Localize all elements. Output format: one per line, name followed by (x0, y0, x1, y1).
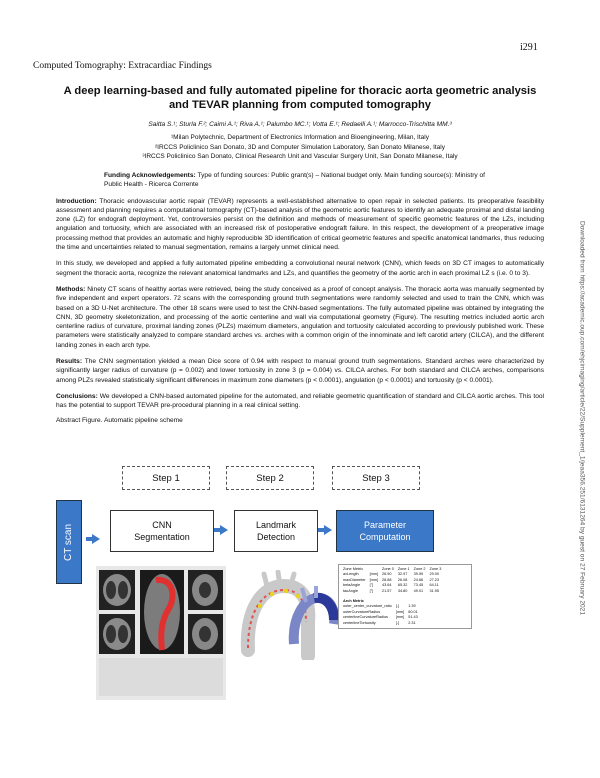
zone-table-header: Zone 3 (429, 567, 442, 571)
zone-metric-table-panel (338, 564, 472, 629)
funding-acknowledgements (104, 171, 496, 190)
zone-metric-value: 43.64 (382, 583, 392, 588)
zone-metric-value: 49.01 (413, 588, 424, 593)
zone-metric-table (341, 567, 443, 594)
zone-metric-value: 26.90 (382, 572, 392, 577)
zone-metric-value: 26.08 (397, 577, 408, 582)
affiliation-1: ¹Milan Polytechnic, Department of Electronics Information and Bioengineering, Milan, Italy (171, 134, 429, 141)
step-1-label: Step 1 (122, 466, 210, 490)
figure-caption: Abstract Figure. Automatic pipeline scheme (56, 416, 183, 424)
zone-table-header: Zone Metric (343, 567, 364, 571)
zone-metric-name: maxDiameter (343, 577, 366, 582)
results-label: Results: (56, 358, 83, 366)
zone-metric-value: 31.95 (429, 588, 440, 593)
zone-metric-unit: [mm] (369, 572, 379, 577)
section-header: Computed Tomography: Extracardiac Findings (33, 61, 212, 71)
conclusions-label: Conclusions: (56, 392, 98, 400)
zone-metric-value: 27.23 (429, 577, 440, 582)
zone-metric-value: 39.59 (413, 572, 424, 577)
introduction-paragraph (56, 197, 544, 253)
arrow-right-icon (220, 525, 228, 535)
arch-metric-name: centerlineCurvatureRadius (343, 615, 388, 620)
zone-metric-value: 21.57 (382, 588, 392, 593)
introduction-label: Introduction: (56, 197, 97, 205)
study-paragraph: In this study, we developed and applied a fully automated pipeline embedding a convolutional neural network (CNN), which feeds on 3D CT images to automatically segment the thoracic aorta, recognize the relevant anatomical landmarks and LZs, and quantifies the geometry of the aortic arch in each proximal LZ s (i.e. 0 to 3). (56, 260, 544, 277)
zone-metric-name: avLength (343, 572, 359, 577)
affiliation-2: ²IRCCS Policlinico San Donato, 3D and Computer Simulation Laboratory, San Donato Milanese, Italy (155, 143, 445, 151)
parameter-computation-box: Parameter Computation (336, 510, 434, 552)
zone-metric-value: 29.00 (429, 572, 440, 577)
funding-text: Type of funding sources: Public grant(s) – National budget only. Main funding source(s): Ministry of Public Health - Ricerca Corrente (104, 171, 486, 189)
methods-text: Ninety CT scans of healthy aortas were retrieved, being the study conceived as a proof of concept analysis. The thoracic aorta was manually segmented by five independent and expert operators. 72 scans with the corresponding ground truth segmentations were randomly selected and used to train the CNN, which was based on a 3D U-Net architecture. The other 18 scans were used to test the CNN-based segmentations. The fully automated pipeline was obtained by integrating the CNN, 3D geometry skeletonization, and processing of the aortic centerline and wall via computational geometry (Figure). The resulting metrics included aortic arch centerline radius of curvature, proximal landing zones (PLZs) maximum diameters, angulation and tortuosity calculated according to previously published work. These parameters were statistically analyzed to compare standard arches vs. arches with a common origin of the innominate and left carotid artery (CILCA), and the different landing zones in each arch type. (56, 285, 544, 349)
aorta-zones-image (286, 584, 342, 650)
zone-metric-name: tauAngle (343, 588, 358, 593)
results-paragraph (56, 357, 544, 385)
table-row (341, 615, 420, 620)
arch-metric-name: outerCurvatureRadius (343, 609, 381, 614)
table-row (341, 589, 443, 594)
page-number: i291 (520, 42, 538, 53)
arrow-right-icon (92, 534, 100, 544)
zone-metric-value: 34.80 (397, 588, 408, 593)
arch-metric-value: 60.01 (408, 609, 418, 614)
download-side-note: Downloaded from https://academic.oup.com/ehjcimaging/article/22/Supplement_1/jeaa356.251/6131264 by guest on 27 February 2021 (578, 220, 586, 616)
arch-metric-unit: [-] (395, 604, 400, 609)
affiliations (56, 133, 544, 162)
zone-metric-value: 64.11 (429, 583, 439, 588)
results-text: The CNN segmentation yielded a mean Dice score of 0.94 with respect to manual ground truth segmentations. Standard arches were characterized by significantly larger radius of curvature (p = 0.002) and lower tortuosity in zone 3 (p = 0.004) vs. CILCA arches. For both standard and CILCA arches, comparisons among PLZs revealed statistically significant differences in maximum zone diameters (p < 0.0001), angulation (p < 0.0001) and tortuosity (p < 0.0001). (56, 358, 545, 384)
zone-metric-unit: [mm] (369, 577, 379, 582)
landmark-detection-box: Landmark Detection (234, 510, 318, 552)
affiliation-3: ³IRCCS Policlinico San Donato, Clinical Research Unit and Vascular Surgery Unit, San Donato Milanese, Italy (142, 153, 458, 161)
ct-segmentation-image (96, 566, 226, 700)
zone-metric-name: betaAngle (343, 583, 361, 588)
arch-metric-unit: [-] (395, 620, 400, 625)
ct-scan-input (56, 500, 82, 584)
abstract-body (56, 84, 544, 424)
methods-label: Methods: (56, 285, 86, 293)
conclusions-text: We developed a CNN-based automated pipeline for the automated, and reliable geometric quantification of standard and CILCA aortic arches. This tool has the potential to support TEVAR pre-procedural planning in a real clinical setting. (56, 392, 544, 410)
arch-metric-table (341, 599, 420, 626)
arch-metric-value: 1.39 (408, 604, 416, 609)
ct-scan-label: CT scan (63, 523, 75, 561)
funding-label: Funding Acknowledgements: (104, 171, 196, 179)
arch-metric-name: centerlineTortuosity (343, 620, 376, 625)
arch-metric-name: outer_center_curvature_ratio (343, 604, 392, 609)
zone-metric-value: 32.97 (397, 572, 408, 577)
arch-metric-value: 2.31 (408, 620, 416, 625)
table-row (341, 621, 420, 626)
methods-paragraph (56, 285, 544, 350)
cnn-segmentation-box: CNN Segmentation (110, 510, 214, 552)
step-3-label: Step 3 (332, 466, 420, 490)
zone-metric-value: 73.45 (413, 583, 424, 588)
zone-metric-unit: [°] (369, 583, 374, 588)
zone-metric-value: 24.66 (413, 577, 424, 582)
zone-table-header: Zone 2 (413, 567, 426, 571)
arch-table-header: Arch Metric (343, 599, 364, 604)
zone-metric-unit: [°] (369, 588, 374, 593)
arch-metric-unit: [mm] (395, 609, 405, 614)
arch-metric-value: 51.43 (408, 615, 418, 620)
step-2-label: Step 2 (226, 466, 314, 490)
zone-table-header: Zone 1 (397, 567, 410, 571)
zone-table-header: Zone 0 (382, 567, 394, 571)
zone-metric-value: 28.88 (382, 577, 392, 582)
author-list: Saitta S.¹; Sturla F.²; Caimi A.¹; Riva A.¹; Palumbo MC.¹; Votta E.¹; Redaelli A.¹; Marrocco-Trischitta MM.³ (148, 121, 452, 128)
conclusions-paragraph (56, 392, 544, 411)
introduction-text: Thoracic endovascular aortic repair (TEVAR) represents a well-established alternative to open repair in selected patients. Its preoperative feasibility assessment and planning requires a computational tomography (CT)-based analysis of the geometric aortic features to identify an adequate proximal and distal landing zone (LZ) for endograft deployment. Yet, controversies persist on the definition and methods of measurement of specific geometric features of the LZs, including angulation and tortuosity, which are associated with an increased risk of postoperative endograft failure. In this respect, the development of a preoperative image processing method that provides an automatic and highly reproducible 3D identification of critical geometric features and specific anatomical landmarks, thus reducing the time and uncertainties related to manual segmentation, remains a largely unmet clinical need. (56, 197, 544, 252)
pipeline-figure (56, 466, 476, 704)
zone-metric-value: 65.32 (397, 583, 408, 588)
arch-metric-unit: [mm] (395, 615, 405, 620)
arrow-right-icon (324, 525, 332, 535)
paper-title: A deep learning-based and fully automated pipeline for thoracic aorta geometric analysis and TEVAR planning from computed tomography (63, 85, 537, 111)
